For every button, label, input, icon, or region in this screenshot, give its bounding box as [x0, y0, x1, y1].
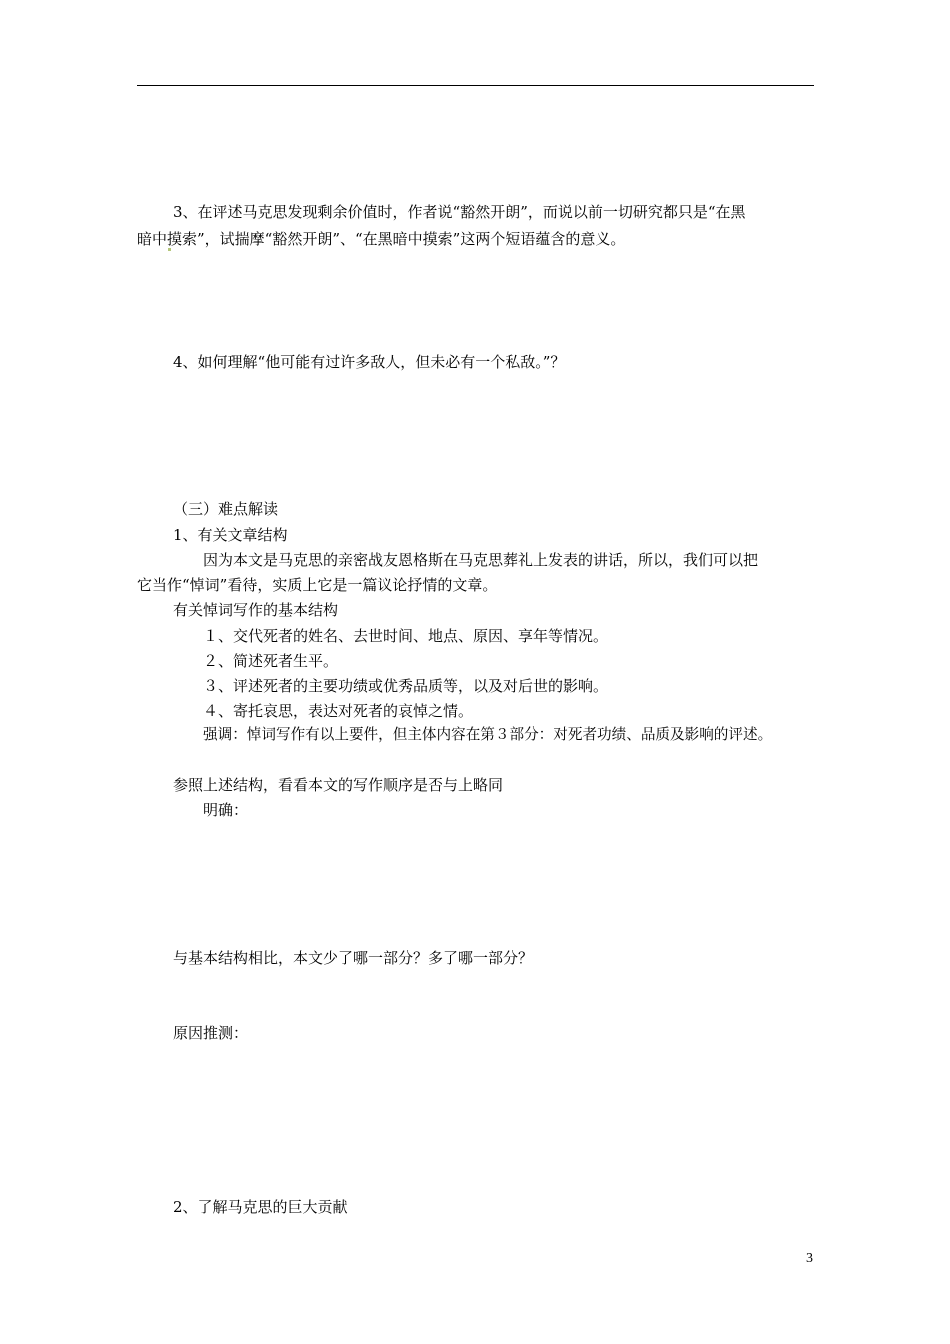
structure-item-3: ３、评述死者的主要功绩或优秀品质等，以及对后世的影响。 [203, 677, 609, 695]
question-4: 4、如何理解“他可能有过许多敌人，但未必有一个私敌。”？ [173, 353, 566, 371]
question-3-line-2: 暗中摸索”，试揣摩“豁然开朗”、“在黑暗中摸索”这两个短语蕴含的意义。 [137, 230, 626, 248]
reason-label: 原因推测： [173, 1024, 249, 1042]
intro-paragraph-line-2: 它当作“悼词”看待，实质上它是一篇议论抒情的文章。 [137, 576, 498, 594]
subsection-2-heading: 2、了解马克思的巨大贡献 [173, 1198, 348, 1216]
question-missing-parts: 与基本结构相比，本文少了哪一部分？多了哪一部分？ [173, 949, 534, 967]
subsection-1-heading: 1、有关文章结构 [173, 526, 288, 544]
structure-item-4: ４、寄托哀思，表达对死者的哀悼之情。 [203, 702, 474, 720]
emphasis-note: 强调：悼词写作有以上要件，但主体内容在第３部分：对死者功绩、品质及影响的评述。 [203, 726, 773, 743]
structure-item-1: １、交代死者的姓名、去世时间、地点、原因、享年等情况。 [203, 627, 609, 645]
question-3-line-1: 3、在评述马克思发现剩余价值时，作者说“豁然开朗”，而说以前一切研究都只是“在黑 [173, 203, 746, 221]
structure-title: 有关悼词写作的基本结构 [173, 601, 339, 619]
intro-paragraph-line-1: 因为本文是马克思的亲密战友恩格斯在马克思葬礼上发表的讲话，所以，我们可以把 [203, 551, 759, 569]
clarify-label: 明确： [203, 801, 249, 819]
annotation-mark [168, 248, 171, 251]
page-number: 3 [806, 1251, 813, 1266]
structure-item-2: ２、简述死者生平。 [203, 652, 339, 670]
compare-prompt: 参照上述结构，看看本文的写作顺序是否与上略同 [173, 776, 504, 794]
section-heading: （三）难点解读 [173, 500, 279, 518]
header-rule [137, 85, 814, 86]
